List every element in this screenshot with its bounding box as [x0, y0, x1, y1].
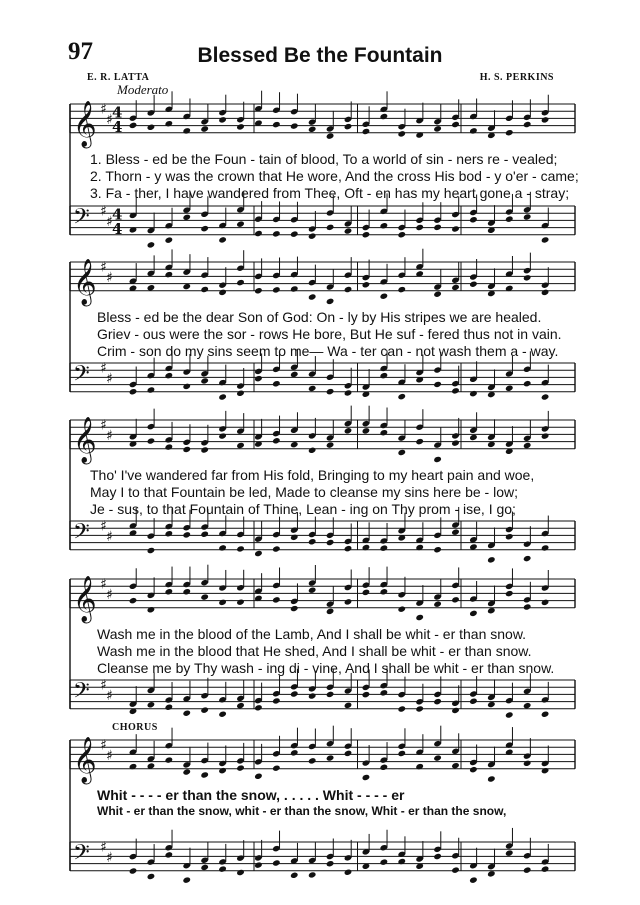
- note-head: [308, 232, 317, 239]
- note-head: [236, 220, 245, 227]
- note-head: [218, 599, 227, 606]
- lyric-line: May I to that Fountain be led, Made to cleanse my sins here be - low;: [90, 484, 518, 500]
- note-head: [380, 764, 389, 771]
- note-head: [272, 437, 281, 444]
- note-head: [362, 128, 371, 135]
- note-head: [541, 711, 550, 718]
- note-head: [236, 390, 245, 397]
- note-head: [272, 121, 281, 128]
- note-head: [380, 372, 389, 379]
- note-head: [290, 749, 299, 756]
- key-signature-sharp-icon: ♯: [100, 203, 107, 220]
- key-signature-sharp-icon: ♯: [106, 529, 113, 546]
- key-signature-sharp-icon: ♯: [106, 371, 113, 388]
- note-head: [272, 697, 281, 704]
- note-head: [380, 858, 389, 865]
- note-head: [236, 702, 245, 709]
- note-head: [236, 764, 245, 771]
- note-head: [380, 588, 389, 595]
- note-head: [308, 538, 317, 545]
- note-head: [200, 286, 209, 293]
- tempo-marking: Moderato: [117, 82, 169, 97]
- note-head: [218, 432, 227, 439]
- note-head: [308, 692, 317, 699]
- note-head: [308, 871, 317, 878]
- note-head: [415, 614, 424, 621]
- treble-clef-icon: 𝄞: [73, 416, 97, 463]
- note-head: [308, 757, 317, 764]
- note-head: [147, 873, 156, 880]
- note-head: [362, 589, 371, 596]
- note-head: [505, 849, 514, 856]
- note-head: [344, 869, 353, 876]
- note-head: [129, 122, 138, 129]
- note-head: [397, 449, 406, 456]
- chorus-label: CHORUS: [112, 722, 158, 733]
- note-head: [147, 386, 156, 393]
- note-head: [433, 381, 442, 388]
- note-head: [290, 285, 299, 292]
- note-head: [165, 851, 174, 858]
- key-signature-sharp-icon: ♯: [106, 688, 113, 705]
- note-head: [433, 601, 442, 608]
- lyric-line: Cleanse me by Thy wash - ing di - vine, And I shall be whit - er than snow.: [97, 660, 555, 676]
- note-head: [308, 293, 317, 300]
- note-head: [541, 393, 550, 400]
- note-head: [397, 130, 406, 137]
- key-signature-sharp-icon: ♯: [100, 737, 107, 754]
- note-head: [182, 588, 191, 595]
- note-head: [254, 773, 263, 780]
- note-head: [451, 284, 460, 291]
- note-head: [344, 598, 353, 605]
- note-head: [380, 222, 389, 229]
- note-head: [451, 596, 460, 603]
- note-head: [254, 287, 263, 294]
- time-signature: 4: [112, 205, 123, 224]
- hymn-number: 97: [68, 38, 93, 65]
- note-head: [200, 771, 209, 778]
- note-head: [505, 590, 514, 597]
- note-head: [218, 289, 227, 296]
- note-head: [397, 705, 406, 712]
- note-head: [487, 556, 496, 563]
- lyric-line-chorus-bass: Whit - er than the snow, whit - er than the snow, Whit - er than the snow,: [97, 804, 507, 818]
- note-head: [254, 550, 263, 557]
- composer-credit: H. S. PERKINS: [479, 72, 554, 83]
- key-signature-sharp-icon: ♯: [106, 270, 113, 287]
- note-head: [326, 132, 335, 139]
- note-head: [505, 215, 514, 222]
- note-head: [272, 596, 281, 603]
- key-signature-sharp-icon: ♯: [100, 417, 107, 434]
- lyric-line: 3. Fa - ther, I have wandered from Thee, Oft - en has my heart gone a - stray;: [90, 185, 570, 201]
- note-head: [415, 224, 424, 231]
- lyric-line: Crim - son do my sins seem to me— Wa - ter can - not wash them a - way.: [97, 343, 559, 359]
- note-head: [165, 236, 174, 243]
- key-signature-sharp-icon: ♯: [100, 259, 107, 276]
- bass-clef-icon: 𝄢: [73, 840, 90, 871]
- note-head: [469, 876, 478, 883]
- note-head: [433, 125, 442, 132]
- note-head: [344, 227, 353, 234]
- note-head: [344, 427, 353, 434]
- note-head: [487, 775, 496, 782]
- note-head: [397, 231, 406, 238]
- note-head: [397, 393, 406, 400]
- note-head: [469, 610, 478, 617]
- note-head: [272, 859, 281, 866]
- note-head: [433, 456, 442, 463]
- hymn-title: Blessed Be the Fountain: [197, 44, 443, 67]
- note-head: [451, 762, 460, 769]
- note-head: [326, 754, 335, 761]
- note-head: [200, 706, 209, 713]
- key-signature-sharp-icon: ♯: [100, 677, 107, 694]
- note-head: [200, 446, 209, 453]
- note-head: [523, 702, 532, 709]
- note-head: [147, 437, 156, 444]
- time-signature: 4: [112, 220, 123, 239]
- note-head: [254, 375, 263, 382]
- note-head: [218, 236, 227, 243]
- note-head: [147, 124, 156, 131]
- key-signature-sharp-icon: ♯: [106, 748, 113, 765]
- note-head: [129, 867, 138, 874]
- note-head: [236, 442, 245, 449]
- bass-clef-icon: 𝄢: [73, 361, 90, 392]
- time-signature: 4: [112, 103, 123, 122]
- note-head: [541, 767, 550, 774]
- note-head: [200, 125, 209, 132]
- key-signature-sharp-icon: ♯: [106, 850, 113, 867]
- note-head: [147, 606, 156, 613]
- note-head: [362, 774, 371, 781]
- note-head: [165, 530, 174, 537]
- note-head: [541, 116, 550, 123]
- note-head: [344, 286, 353, 293]
- key-signature-sharp-icon: ♯: [100, 518, 107, 535]
- note-head: [290, 230, 299, 237]
- note-head: [182, 876, 191, 883]
- note-head: [165, 443, 174, 450]
- note-head: [469, 766, 478, 773]
- note-head: [344, 123, 353, 130]
- note-head: [165, 588, 174, 595]
- note-head: [182, 127, 191, 134]
- note-head: [308, 447, 317, 454]
- treble-clef-icon: 𝄞: [73, 736, 97, 783]
- key-signature-sharp-icon: ♯: [106, 428, 113, 445]
- note-head: [200, 377, 209, 384]
- note-head: [165, 756, 174, 763]
- note-head: [182, 446, 191, 453]
- note-head: [523, 603, 532, 610]
- note-head: [380, 544, 389, 551]
- note-head: [218, 865, 227, 872]
- note-head: [326, 298, 335, 305]
- note-head: [290, 872, 299, 879]
- note-head: [380, 689, 389, 696]
- note-head: [344, 702, 353, 709]
- note-head: [290, 534, 299, 541]
- note-head: [254, 704, 263, 711]
- note-head: [326, 388, 335, 395]
- note-head: [147, 547, 156, 554]
- note-head: [397, 286, 406, 293]
- note-head: [272, 545, 281, 552]
- note-head: [469, 127, 478, 134]
- note-head: [362, 691, 371, 698]
- note-head: [415, 705, 424, 712]
- note-head: [272, 286, 281, 293]
- note-head: [272, 765, 281, 772]
- note-head: [254, 230, 263, 237]
- lyric-line: Wash me in the blood that He shed, And I shall be whit - er than snow.: [97, 643, 532, 659]
- note-head: [200, 225, 209, 232]
- time-signature: 4: [112, 118, 123, 137]
- note-head: [308, 385, 317, 392]
- note-head: [290, 605, 299, 612]
- note-head: [505, 711, 514, 718]
- note-head: [254, 861, 263, 868]
- note-head: [523, 213, 532, 220]
- note-head: [165, 120, 174, 127]
- lyric-line: 2. Thorn - y was the crown that He wore, And the cross His bod - y o'er - came;: [90, 168, 579, 184]
- bass-clef-icon: 𝄢: [73, 678, 90, 709]
- key-signature-sharp-icon: ♯: [100, 839, 107, 856]
- note-head: [272, 380, 281, 387]
- lyric-line: Bless - ed be the dear Son of God: On - ly by His stripes we are healed.: [97, 309, 542, 325]
- note-head: [541, 432, 550, 439]
- note-head: [326, 441, 335, 448]
- note-head: [362, 231, 371, 238]
- note-head: [469, 216, 478, 223]
- note-head: [362, 427, 371, 434]
- note-head: [290, 122, 299, 129]
- lyric-line: Je - sus, to that Fountain of Thine, Lean - ing on Thy prom - ise, I go;: [90, 501, 516, 517]
- note-head: [469, 281, 478, 288]
- note-head: [451, 439, 460, 446]
- note-head: [326, 608, 335, 615]
- note-head: [344, 545, 353, 552]
- note-head: [200, 531, 209, 538]
- lyric-line: 1. Bless - ed be the Foun - tain of blood, To a world of sin - ners re - vealed;: [90, 151, 558, 167]
- note-head: [433, 224, 442, 231]
- key-signature-sharp-icon: ♯: [106, 112, 113, 129]
- note-head: [308, 587, 317, 594]
- note-head: [397, 606, 406, 613]
- note-head: [165, 271, 174, 278]
- note-head: [129, 597, 138, 604]
- note-head: [541, 544, 550, 551]
- note-head: [505, 385, 514, 392]
- note-head: [433, 546, 442, 553]
- key-signature-sharp-icon: ♯: [106, 587, 113, 604]
- note-head: [236, 869, 245, 876]
- note-head: [523, 760, 532, 767]
- note-head: [451, 528, 460, 535]
- note-head: [200, 593, 209, 600]
- note-head: [129, 388, 138, 395]
- note-head: [200, 864, 209, 871]
- note-head: [236, 123, 245, 130]
- note-head: [505, 533, 514, 540]
- note-head: [326, 860, 335, 867]
- note-head: [147, 241, 156, 248]
- treble-clef-icon: 𝄞: [73, 575, 97, 622]
- note-head: [182, 383, 191, 390]
- note-head: [362, 281, 371, 288]
- note-head: [218, 393, 227, 400]
- note-head: [541, 865, 550, 872]
- note-head: [272, 230, 281, 237]
- note-head: [326, 224, 335, 231]
- note-head: [523, 555, 532, 562]
- note-head: [469, 698, 478, 705]
- bass-clef-icon: 𝄢: [73, 519, 90, 550]
- note-head: [380, 113, 389, 120]
- lyric-line-chorus-soprano: Whit - - - - er than the snow, . . . . . Whit - - - - er: [97, 787, 405, 803]
- note-head: [433, 291, 442, 298]
- treble-clef-icon: 𝄞: [73, 258, 97, 305]
- note-head: [523, 380, 532, 387]
- note-head: [523, 274, 532, 281]
- lyric-line: Griev - ous were the sor - rows He bore, But He suf - fered thus not in vain.: [97, 326, 562, 342]
- key-signature-sharp-icon: ♯: [100, 360, 107, 377]
- note-head: [523, 442, 532, 449]
- note-head: [451, 707, 460, 714]
- note-head: [433, 853, 442, 860]
- note-head: [308, 126, 317, 133]
- note-head: [236, 599, 245, 606]
- note-head: [451, 866, 460, 873]
- note-head: [451, 121, 460, 128]
- note-head: [433, 698, 442, 705]
- note-head: [451, 387, 460, 394]
- note-head: [165, 372, 174, 379]
- note-head: [218, 116, 227, 123]
- note-head: [182, 214, 191, 221]
- note-head: [415, 438, 424, 445]
- key-signature-sharp-icon: ♯: [100, 101, 107, 118]
- note-head: [290, 690, 299, 697]
- note-head: [523, 866, 532, 873]
- note-head: [326, 539, 335, 546]
- note-head: [218, 711, 227, 718]
- note-head: [380, 293, 389, 300]
- note-head: [469, 434, 478, 441]
- note-head: [541, 599, 550, 606]
- note-head: [165, 704, 174, 711]
- note-head: [182, 768, 191, 775]
- note-head: [182, 710, 191, 717]
- author-credit: E. R. LATTA: [87, 72, 150, 83]
- lyric-line: Wash me in the blood of the Lamb, And I shall be whit - er than snow.: [97, 626, 527, 642]
- note-head: [218, 767, 227, 774]
- note-head: [218, 544, 227, 551]
- note-head: [236, 545, 245, 552]
- note-head: [397, 750, 406, 757]
- note-head: [147, 701, 156, 708]
- note-head: [523, 121, 532, 128]
- note-head: [541, 289, 550, 296]
- note-head: [541, 236, 550, 243]
- key-signature-sharp-icon: ♯: [100, 576, 107, 593]
- note-head: [469, 390, 478, 397]
- note-head: [505, 129, 514, 136]
- key-signature-sharp-icon: ♯: [106, 214, 113, 231]
- note-head: [236, 279, 245, 286]
- note-head: [433, 754, 442, 761]
- note-head: [344, 389, 353, 396]
- lyric-line: Tho' I've wandered far from His fold, Bringing to my heart pain and woe,: [90, 467, 535, 483]
- bass-clef-icon: 𝄢: [73, 204, 90, 235]
- note-head: [380, 429, 389, 436]
- note-head: [344, 750, 353, 757]
- note-head: [326, 691, 335, 698]
- treble-clef-icon: 𝄞: [73, 100, 97, 147]
- note-head: [182, 531, 191, 538]
- note-head: [451, 225, 460, 232]
